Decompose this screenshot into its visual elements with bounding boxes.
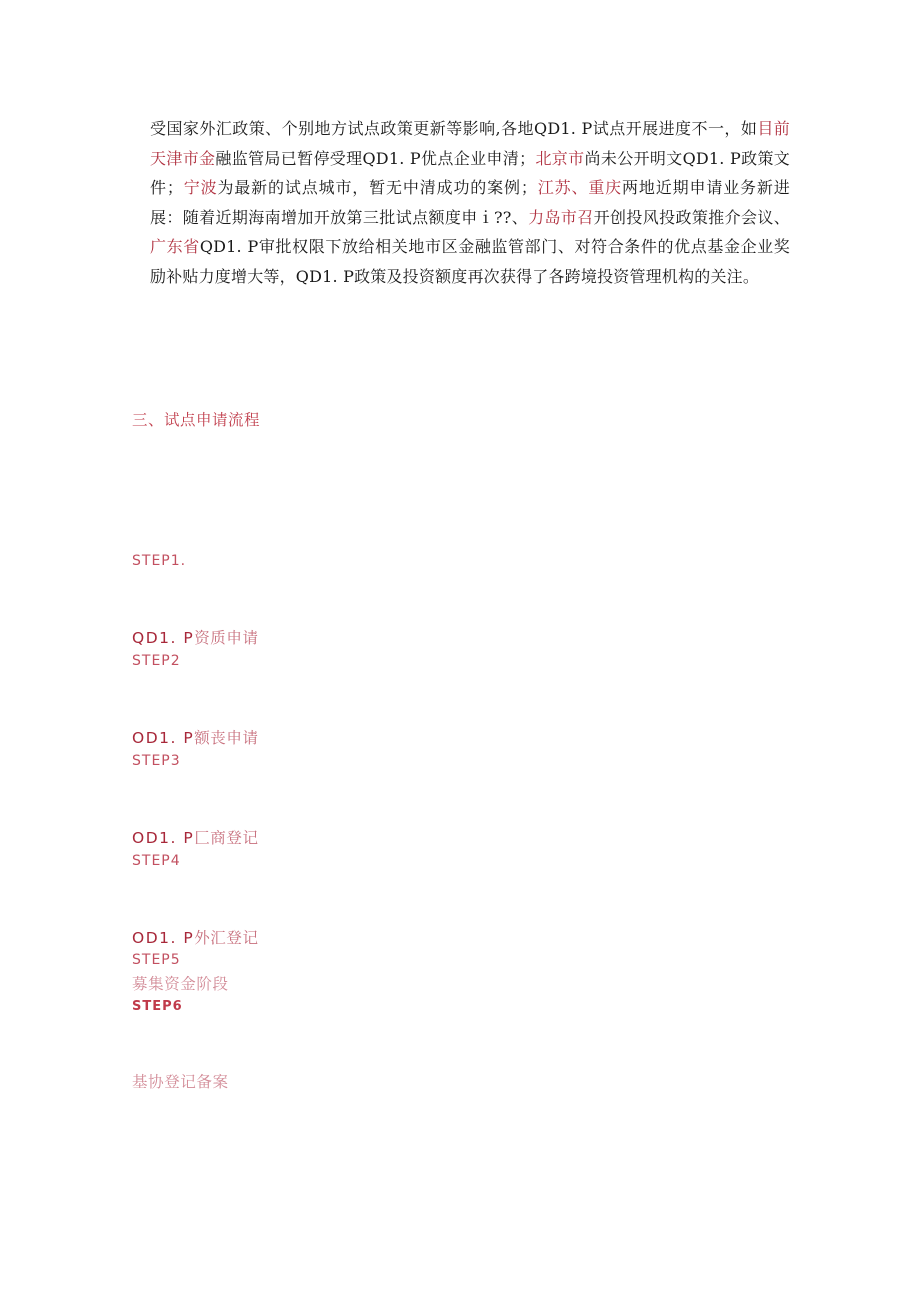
step3-title-text: 匚商登记 [194, 829, 259, 847]
paragraph-text: 开创投风投政策推介会议、 [593, 207, 790, 227]
step1-code: QD1. P [132, 629, 195, 647]
highlight-beijing: 北京市 [535, 148, 585, 168]
section-heading: 三、试点申请流程 [132, 411, 261, 429]
paragraph-text: 两地近期申请业务新进展：随着近期海南增加开放第三批试点额度申ｉ??、 [150, 178, 790, 227]
body-paragraph [150, 114, 790, 291]
paragraph-text: 融监管局已暂停受理QD1. P优点企业申清； [215, 148, 536, 168]
paragraph-text: 为最新的试点城市，暂无中清成功的案例； [217, 178, 538, 197]
step6-title: 基协登记备案 [132, 1073, 229, 1091]
step2-label: STEP2 [132, 653, 181, 669]
step4-title [132, 926, 259, 948]
step5-title: 募集资金阶段 [132, 975, 229, 993]
highlight-guangdong: 广东省 [150, 237, 200, 256]
step3-code: OD1. P [132, 829, 195, 847]
step6-label: STEP6 [132, 999, 183, 1014]
paragraph-text: 受国家外汇政策、个别地方试点政策更新等影响,各地QD1. P试点开展进度不一，如 [150, 119, 758, 138]
step3-label: STEP3 [132, 753, 181, 769]
step1-title [132, 626, 259, 648]
highlight-tianjin: 目前天津市金 [150, 119, 790, 168]
step2-title-text: 额丧申请 [194, 729, 259, 747]
paragraph-text: QD1. P审批权限下放给相关地市区金融监管部门、对符合条件的优点基金企业奖励补贴力度增大等，QD1. P政策及投资额度再次获得了各跨境投资管理机构的关注。 [150, 237, 790, 286]
step2-title [132, 726, 259, 748]
step3-title [132, 826, 259, 848]
step4-label: STEP4 [132, 853, 181, 869]
step1-title-text: 资质申请 [194, 629, 259, 647]
highlight-ningbo: 宁波 [183, 178, 218, 197]
step1-label: STEP1. [132, 553, 187, 569]
highlight-qingdao: 力岛市召 [528, 207, 594, 227]
step4-code: OD1. P [132, 929, 195, 947]
step5-label: STEP5 [132, 952, 181, 968]
paragraph-text: 尚未公开明文QD1. P政策文件； [150, 148, 791, 197]
step2-code: OD1. P [132, 729, 195, 747]
highlight-jiangsu-chongqing: 江苏、重庆 [537, 178, 623, 197]
step4-title-text: 外汇登记 [194, 929, 259, 947]
